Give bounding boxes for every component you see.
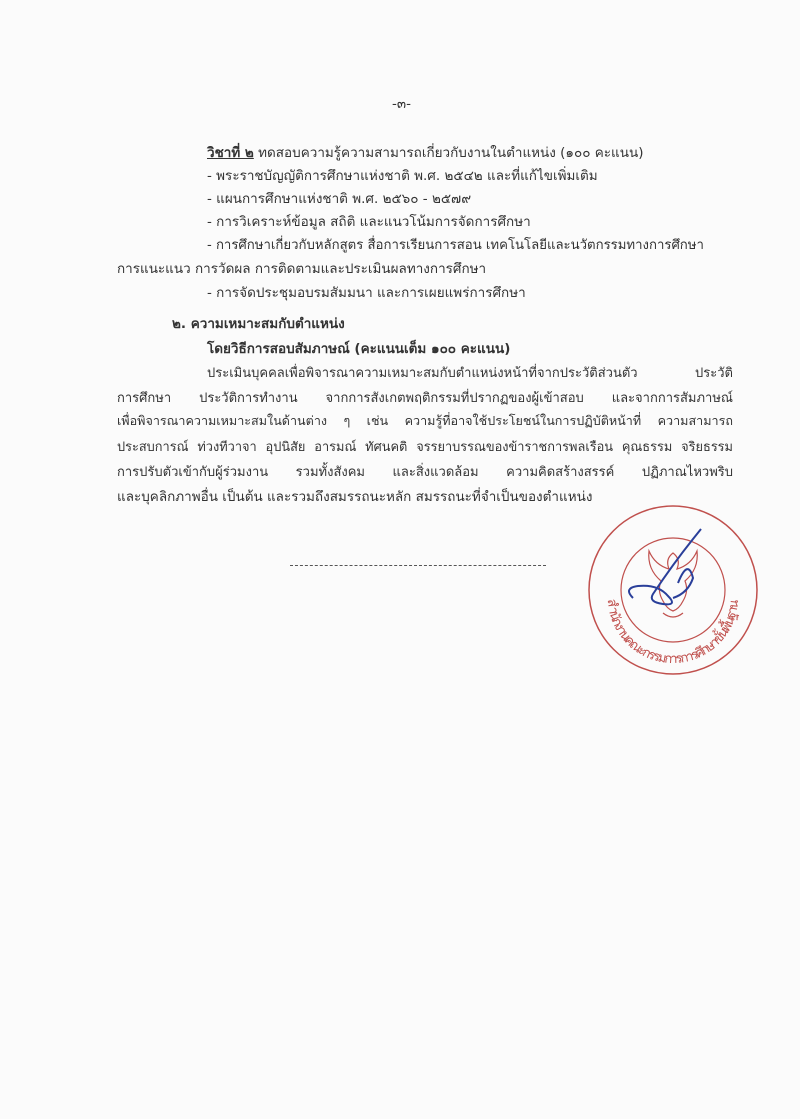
seal-text: สำนักงานคณะกรรมการการศึกษาขั้นพื้นฐาน <box>603 598 743 668</box>
list-item: - การวิเคราะห์ข้อมูล สถิติ และแนวโน้มการจัดการศึกษา <box>207 214 531 230</box>
paragraph-line: การปรับตัวเข้ากับผู้ร่วมงาน รวมทั้งสังคม และสิ่งแวดล้อม ความคิดสร้างสรรค์ ปฏิภาณไหวพริบ <box>117 465 733 480</box>
subject-2-heading: วิชาที่ ๒ <box>207 145 254 161</box>
seal-outer-ring <box>589 506 757 674</box>
section-2-heading: ๒. ความเหมาะสมกับตำแหน่ง <box>172 316 345 332</box>
paragraph-line: ประสบการณ์ ท่วงทีวาจา อุปนิสัย อารมณ์ ทัศนคติ จรรยาบรรณของข้าราชการพลเรือน คุณธรรม จริยธรรม <box>117 440 733 455</box>
list-item: - การจัดประชุมอบรมสัมมนา และการเผยแพร่การศึกษา <box>207 285 526 301</box>
list-item: - แผนการศึกษาแห่งชาติ พ.ศ. ๒๕๖๐ - ๒๕๗๙ <box>207 191 472 207</box>
end-divider <box>290 565 546 566</box>
paragraph-line: เพื่อพิจารณาความเหมาะสมในด้านต่าง ๆ เช่น ความรู้ที่อาจใช้ประโยชน์ในการปฏิบัติหน้าที่ ความสามารถ <box>117 413 733 428</box>
list-item: - การศึกษาเกี่ยวกับหลักสูตร สื่อการเรียนการสอน เทคโนโลยีและนวัตกรรมทางการศึกษา <box>207 238 704 253</box>
subject-2-title <box>207 141 643 163</box>
paragraph-line: และบุคลิกภาพอื่น เป็นต้น และรวมถึงสมรรถนะหลัก สมรรถนะที่จำเป็นของตำแหน่ง <box>117 489 593 505</box>
paragraph-line: การศึกษา ประวัติการทำงาน จากการสังเกตพฤติกรรมที่ปรากฏของผู้เข้าสอบ และจากการสัมภาษณ์ <box>117 391 733 406</box>
list-item-continuation: การแนะแนว การวัดผล การติดตามและประเมินผลทางการศึกษา <box>117 261 487 277</box>
paragraph-line: ประเมินบุคคลเพื่อพิจารณาความเหมาะสมกับตำแหน่งหน้าที่จากประวัติส่วนตัว ประวัติ <box>207 366 733 381</box>
page-number: -๓- <box>392 96 411 112</box>
section-2-method: โดยวิธีการสอบสัมภาษณ์ (คะแนนเต็ม ๑๐๐ คะแนน) <box>207 341 511 357</box>
list-item: - พระราชบัญญัติการศึกษาแห่งชาติ พ.ศ. ๒๕๔๒ และที่แก้ไขเพิ่มเติม <box>207 168 598 184</box>
official-seal-stamp <box>583 503 763 678</box>
subject-2-description: ทดสอบความรู้ความสามารถเกี่ยวกับงานในตำแหน่ง (๑๐๐ คะแนน) <box>253 145 644 161</box>
